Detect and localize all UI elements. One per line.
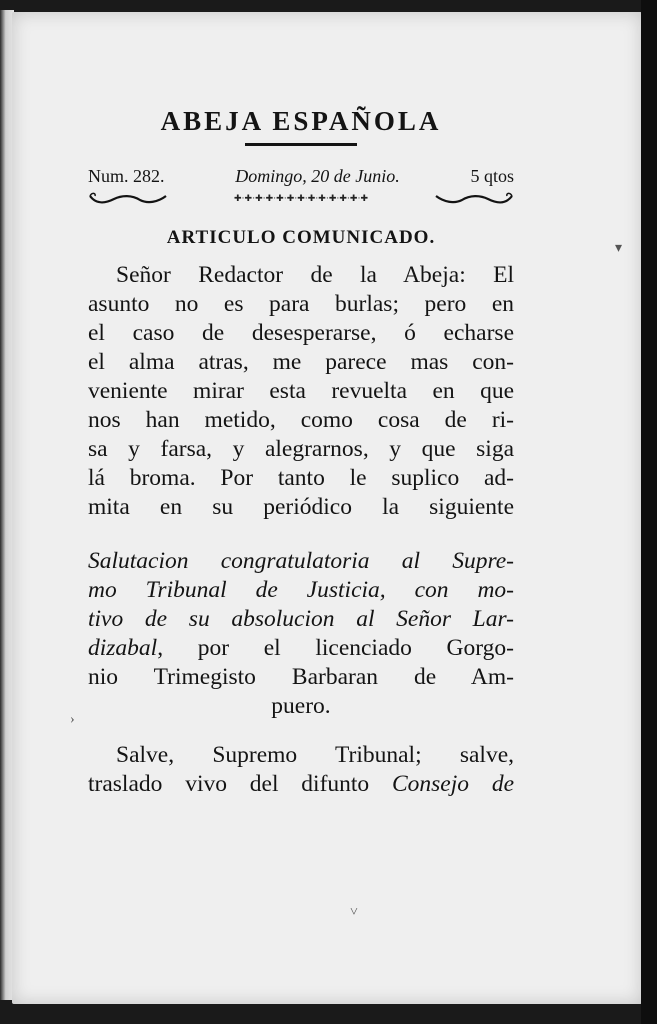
text-line: nos han metido, como cosa de ri- bbox=[88, 407, 514, 433]
margin-mark: ˅ bbox=[350, 905, 358, 920]
text-line: el caso de desesperarse, ó echarse bbox=[88, 320, 514, 346]
issue-number: Num. 282. bbox=[88, 166, 165, 186]
text-line: Señor Redactor de la Abeja: El bbox=[116, 262, 514, 288]
ornament-row bbox=[88, 187, 514, 209]
masthead-title: ABEJA ESPAÑOLA bbox=[160, 106, 442, 136]
margin-mark: ▾ bbox=[615, 241, 623, 256]
text-line: asunto no es para burlas; pero en bbox=[88, 291, 514, 317]
title-line-rest: , por el licenciado Gorgo- bbox=[157, 635, 514, 661]
text-line: Salve, Supremo Tribunal; salve, bbox=[116, 742, 514, 768]
right-flourish-icon bbox=[434, 190, 514, 206]
page-right-shadow bbox=[641, 0, 657, 1024]
issue-date: Domingo, 20 de Junio. bbox=[235, 166, 400, 186]
title-line: nio Trimegisto Barbaran de Am- bbox=[88, 664, 514, 690]
text-line: sa y farsa, y alegrarnos, y que siga bbox=[88, 436, 514, 462]
letter-paragraph bbox=[88, 261, 514, 522]
issue-price: 5 qtos bbox=[470, 166, 514, 186]
text-line-plain: traslado vivo del difunto bbox=[88, 771, 392, 797]
salve-paragraph bbox=[88, 741, 514, 799]
title-line-italic: dizabal bbox=[88, 635, 158, 661]
text-line: mita en su periódico la siguiente bbox=[88, 494, 514, 520]
title-line: tivo de su absolucion al Señor Lar- bbox=[88, 606, 514, 632]
text-line-italic: Consejo de bbox=[391, 771, 514, 797]
dotted-ornament-icon: ✚·✚·✚·✚·✚·✚·✚·✚·✚·✚·✚·✚·✚ bbox=[234, 192, 368, 203]
title-line bbox=[88, 634, 514, 663]
left-flourish-icon bbox=[88, 190, 168, 206]
issue-info-row bbox=[88, 166, 514, 187]
title-line: puero. bbox=[271, 693, 331, 719]
page-content bbox=[88, 100, 514, 799]
margin-mark: › bbox=[70, 712, 75, 727]
text-line: el alma atras, me parece mas con- bbox=[88, 349, 514, 375]
salutation-title bbox=[88, 547, 514, 721]
text-line: veniente mirar esta revuelta en que bbox=[88, 378, 514, 404]
masthead-rule bbox=[245, 143, 357, 146]
title-line: Salutacion congratulatoria al Supre- bbox=[88, 548, 514, 574]
section-title: ARTICULO COMUNICADO. bbox=[166, 227, 436, 248]
text-line: lá broma. Por tanto le suplico ad- bbox=[88, 465, 514, 491]
title-line: mo Tribunal de Justicia, con mo- bbox=[88, 577, 514, 603]
text-line bbox=[88, 770, 514, 799]
